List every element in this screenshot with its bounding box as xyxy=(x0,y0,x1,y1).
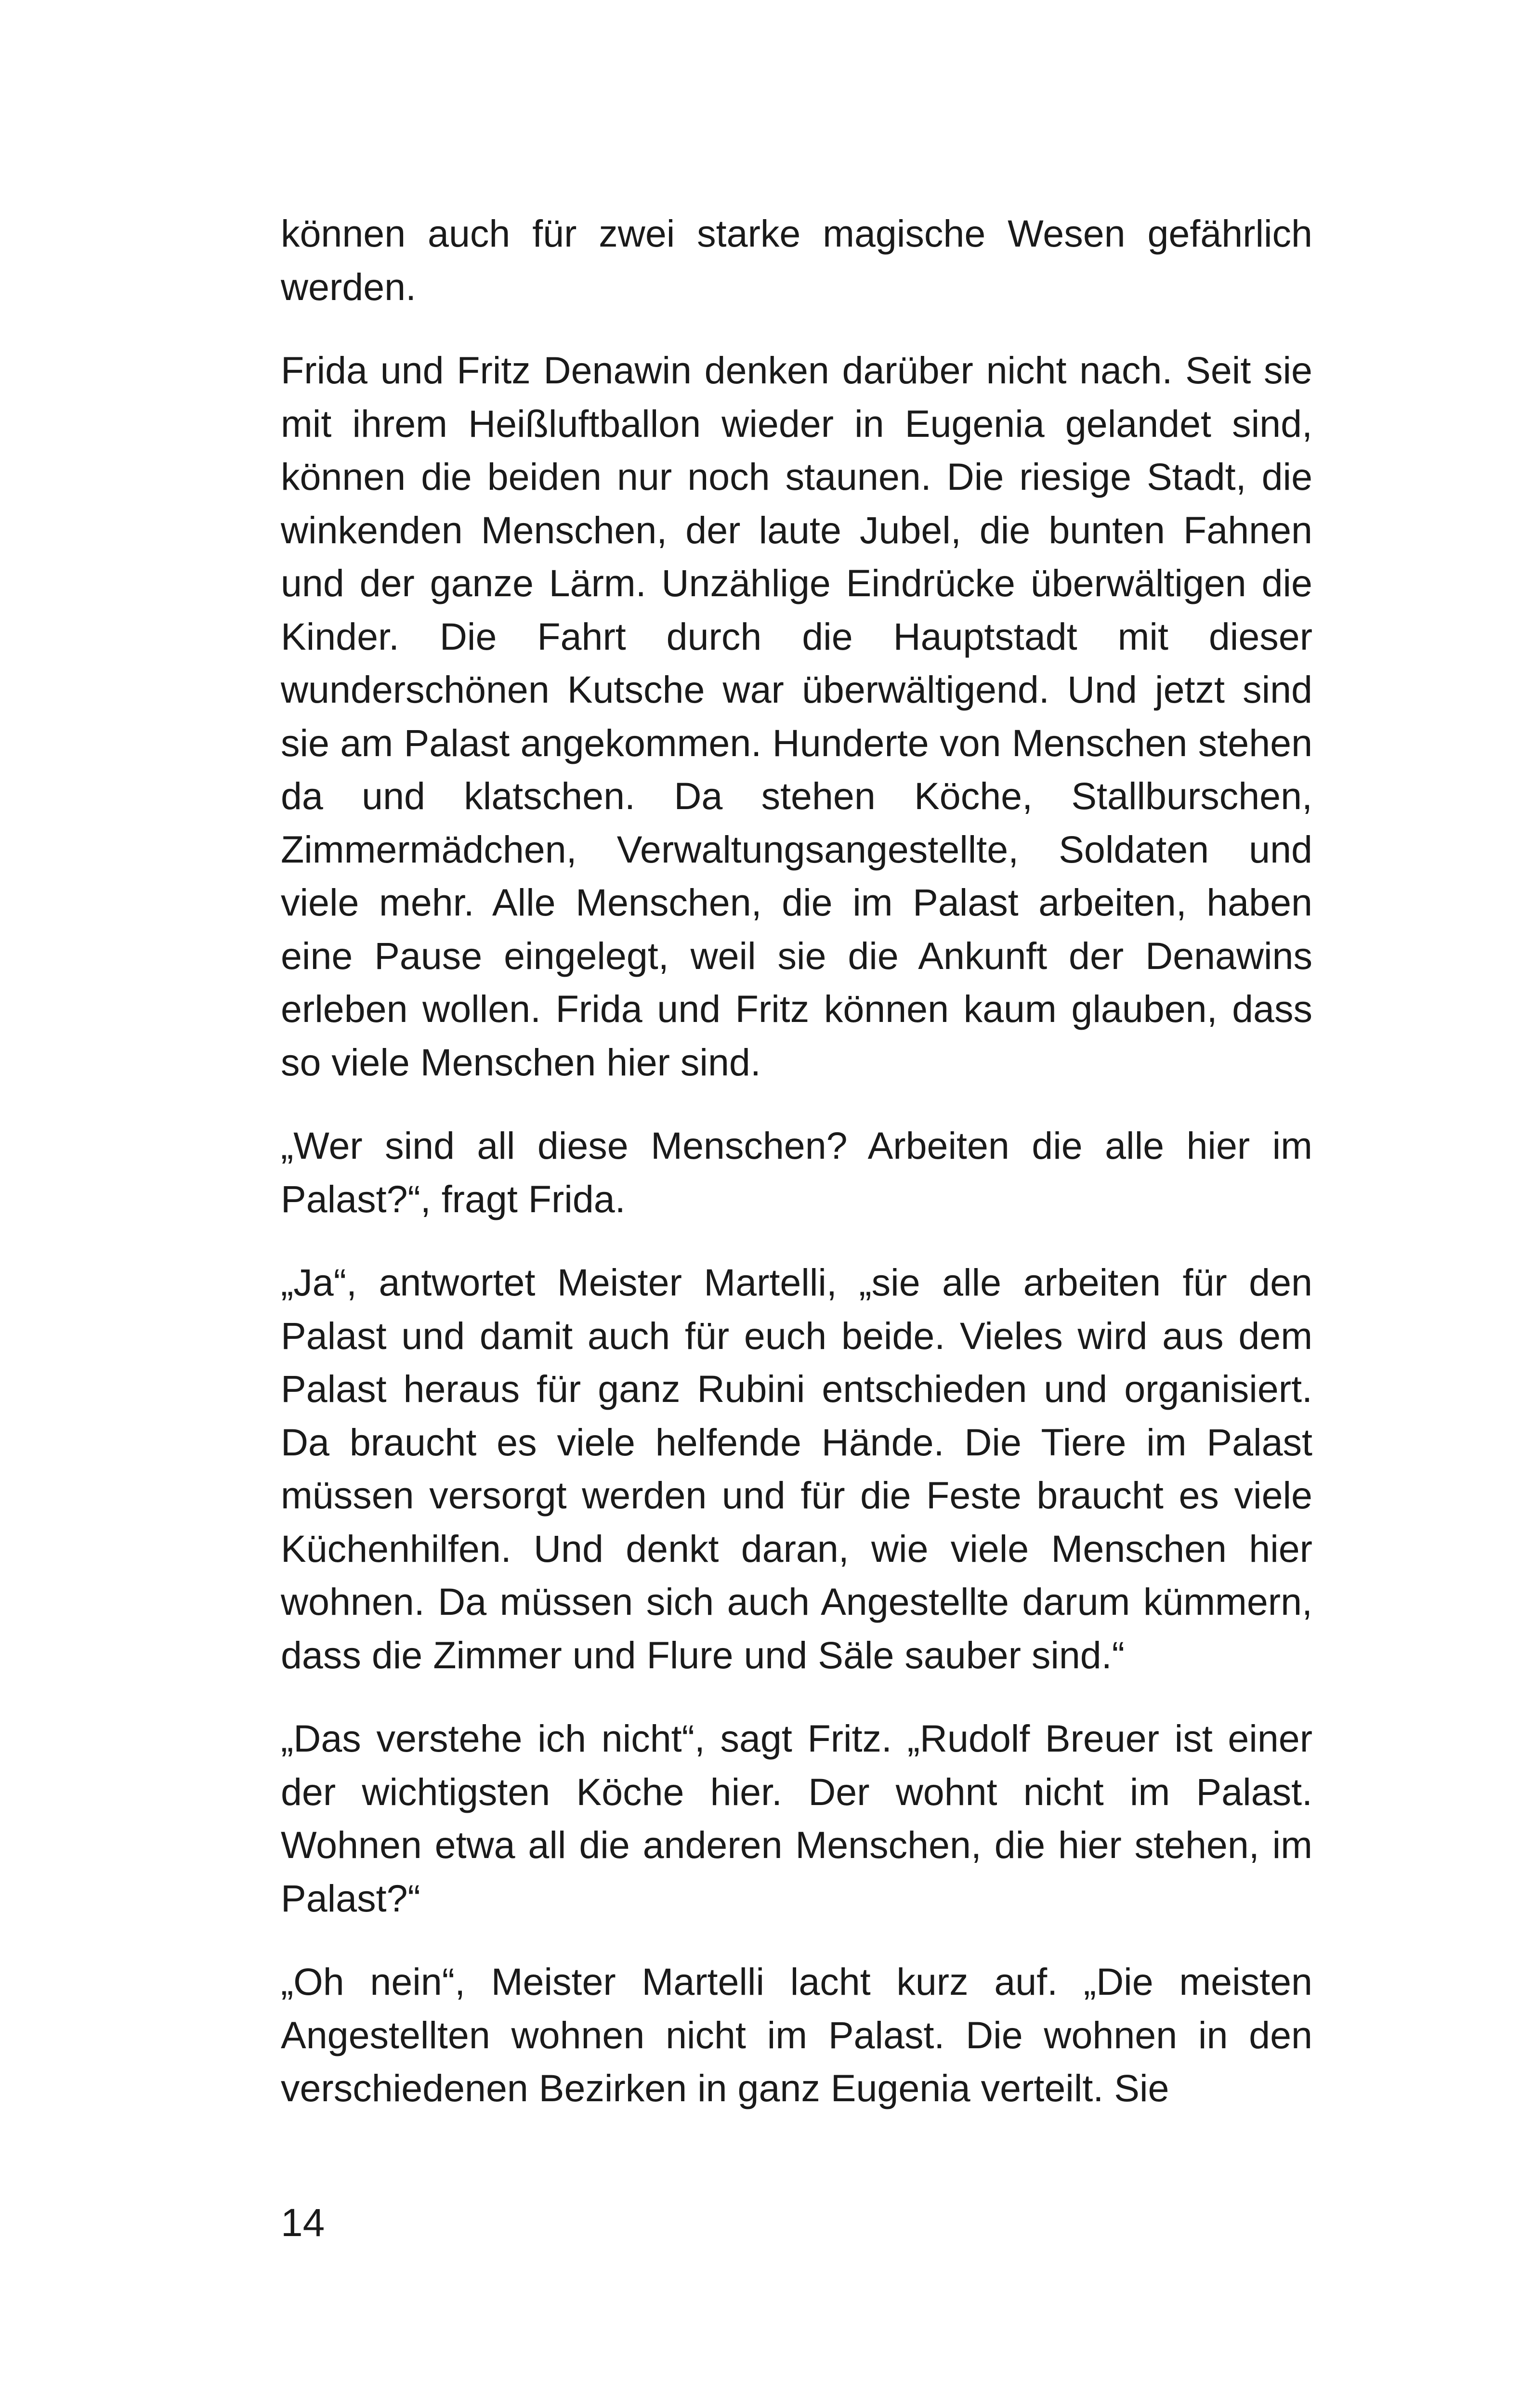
paragraph-2: Frida und Fritz Denawin denken darüber nicht nach. Seit sie mit ihrem Heißluftballon wieder in Eugenia gelandet sind, können die beiden nur noch staunen. Die riesige Stadt, die winkenden Menschen, der laute Jubel, die bunten Fahnen und der ganze Lärm. Unzählige Eindrücke überwältigen die Kinder. Die Fahrt durch die Hauptstadt mit dieser wunderschönen Kutsche war überwältigend. Und jetzt sind sie am Palast angekommen. Hunderte von Menschen stehen da und klatschen. Da stehen Köche, Stallburschen, Zimmermädchen, Verwaltungsangestellte, Soldaten und viele mehr. Alle Menschen, die im Palast arbeiten, haben eine Pause eingelegt, weil sie die Ankunft der Denawins erleben wollen. Frida und Fritz können kaum glauben, dass so viele Menschen hier sind. xyxy=(281,349,1312,1084)
paragraph-1: können auch für zwei starke magische Wesen gefährlich werden. xyxy=(281,212,1312,308)
body-text xyxy=(281,207,1312,2115)
paragraph-5: „Das verstehe ich nicht“, sagt Fritz. „Rudolf Breuer ist einer der wichtigsten Köche hier. Der wohnt nicht im Palast. Wohnen etwa all die anderen Menschen, die hier stehen, im Palast?“ xyxy=(281,1717,1312,1920)
page-number: 14 xyxy=(281,2201,325,2245)
paragraph-6: „Oh nein“, Meister Martelli lacht kurz auf. „Die meisten Angestellten wohnen nicht im Palast. Die wohnen in den verschiedenen Bezirken in ganz Eugenia verteilt. Sie xyxy=(281,1960,1312,2109)
paragraph-3: „Wer sind all diese Menschen? Arbeiten die alle hier im Palast?“, fragt Frida. xyxy=(281,1124,1312,1220)
paragraph-4: „Ja“, antwortet Meister Martelli, „sie alle arbeiten für den Palast und damit auch für euch beide. Vieles wird aus dem Palast heraus für ganz Rubini entschieden und organisiert. Da braucht es viele helfende Hände. Die Tiere im Palast müssen versorgt werden und für die Feste braucht es viele Küchenhilfen. Und denkt daran, wie viele Menschen hier wohnen. Da müssen sich auch Angestellte darum kümmern, dass die Zimmer und Flure und Säle sauber sind.“ xyxy=(281,1261,1312,1676)
